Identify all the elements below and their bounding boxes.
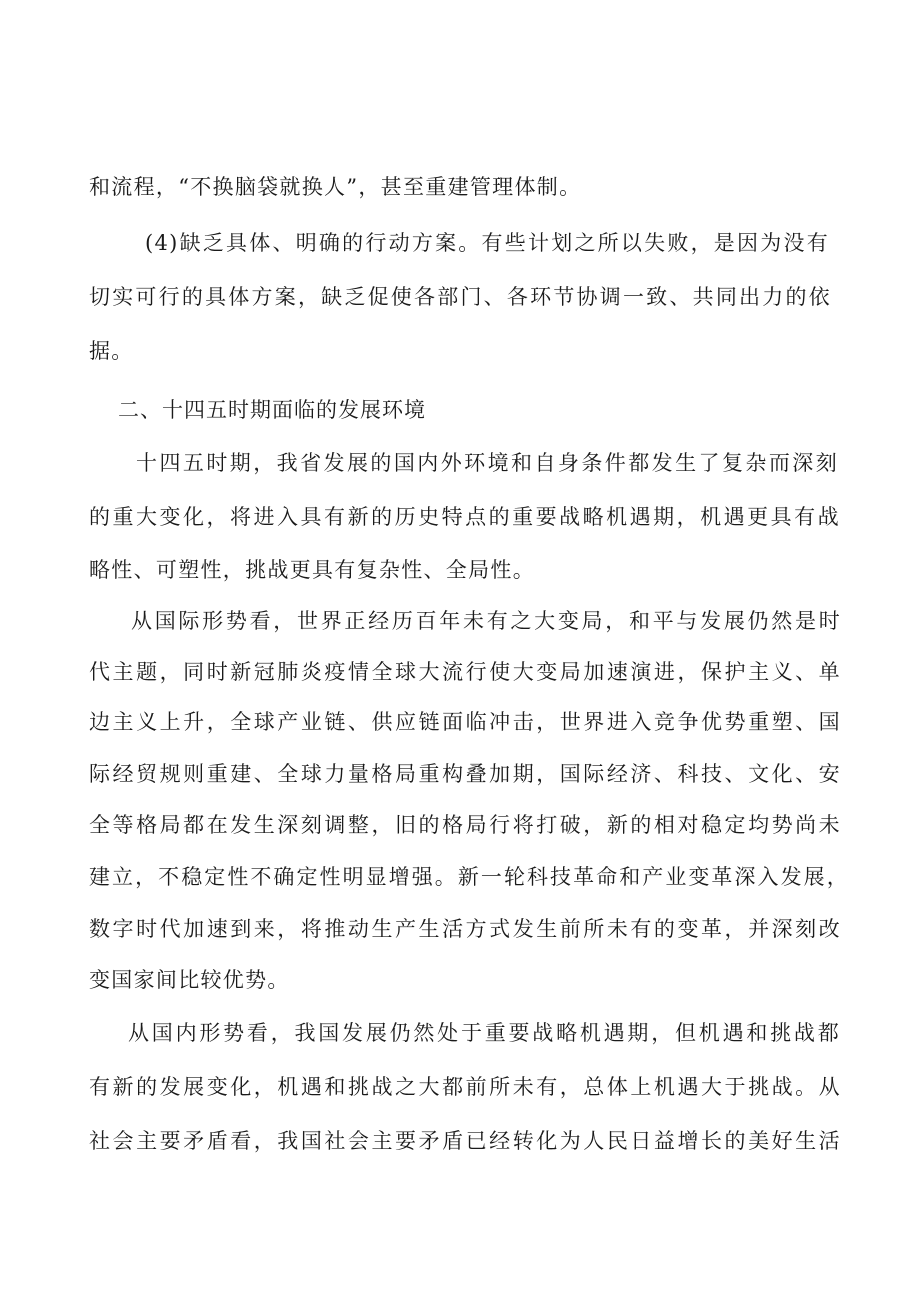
paragraph-line: 据。	[89, 339, 134, 363]
paragraph-line: 十四五时期，我省发展的国内外环境和自身条件都发生了复杂而深刻	[136, 451, 838, 475]
paragraph-line: 有新的发展变化，机遇和挑战之大都前所未有，总体上机遇大于挑战。从	[89, 1075, 841, 1099]
paragraph-line: 全等格局都在发生深刻调整，旧的格局行将打破，新的相对稳定均势尚未	[89, 813, 841, 837]
paragraph-line: 略性、可塑性，挑战更具有复杂性、全局性。	[89, 558, 535, 582]
paragraph-line: 际经贸规则重建、全球力量格局重构叠加期，国际经济、科技、文化、安	[89, 762, 841, 786]
paragraph-line: 切实可行的具体方案，缺乏促使各部门、各环节协调一致、共同出力的依	[89, 285, 831, 309]
paragraph-line: 和流程，“不换脑袋就换人”，甚至重建管理体制。	[89, 175, 582, 199]
paragraph-line: 从国内形势看，我国发展仍然处于重要战略机遇期，但机遇和挑战都	[128, 1021, 840, 1045]
paragraph-line: 从国际形势看，世界正经历百年未有之大变局，和平与发展仍然是时	[131, 609, 841, 633]
paragraph-line: 变国家间比较优势。	[89, 968, 290, 992]
paragraph-line: 的重大变化，将进入具有新的历史特点的重要战略机遇期，机遇更具有战	[89, 505, 840, 529]
paragraph-line: (4)缺乏具体、明确的行动方案。有些计划之所以失败，是因为没有	[145, 231, 829, 255]
paragraph-line: 边主义上升，全球产业链、供应链面临冲击，世界进入竞争优势重塑、国	[89, 710, 841, 734]
paragraph-line: 代主题，同时新冠肺炎疫情全球大流行使大变局加速演进，保护主义、单	[89, 660, 841, 684]
paragraph-line: 数字时代加速到来，将推动生产生活方式发生前所未有的变革，并深刻改	[89, 917, 841, 941]
paragraph-line: 社会主要矛盾看，我国社会主要矛盾已经转化为人民日益增长的美好生活	[89, 1129, 841, 1153]
paragraph-line: 建立，不稳定性不确定性明显增强。新一轮科技革命和产业变革深入发展，	[89, 865, 849, 889]
section-heading: 二、十四五时期面临的发展环境	[118, 398, 426, 422]
